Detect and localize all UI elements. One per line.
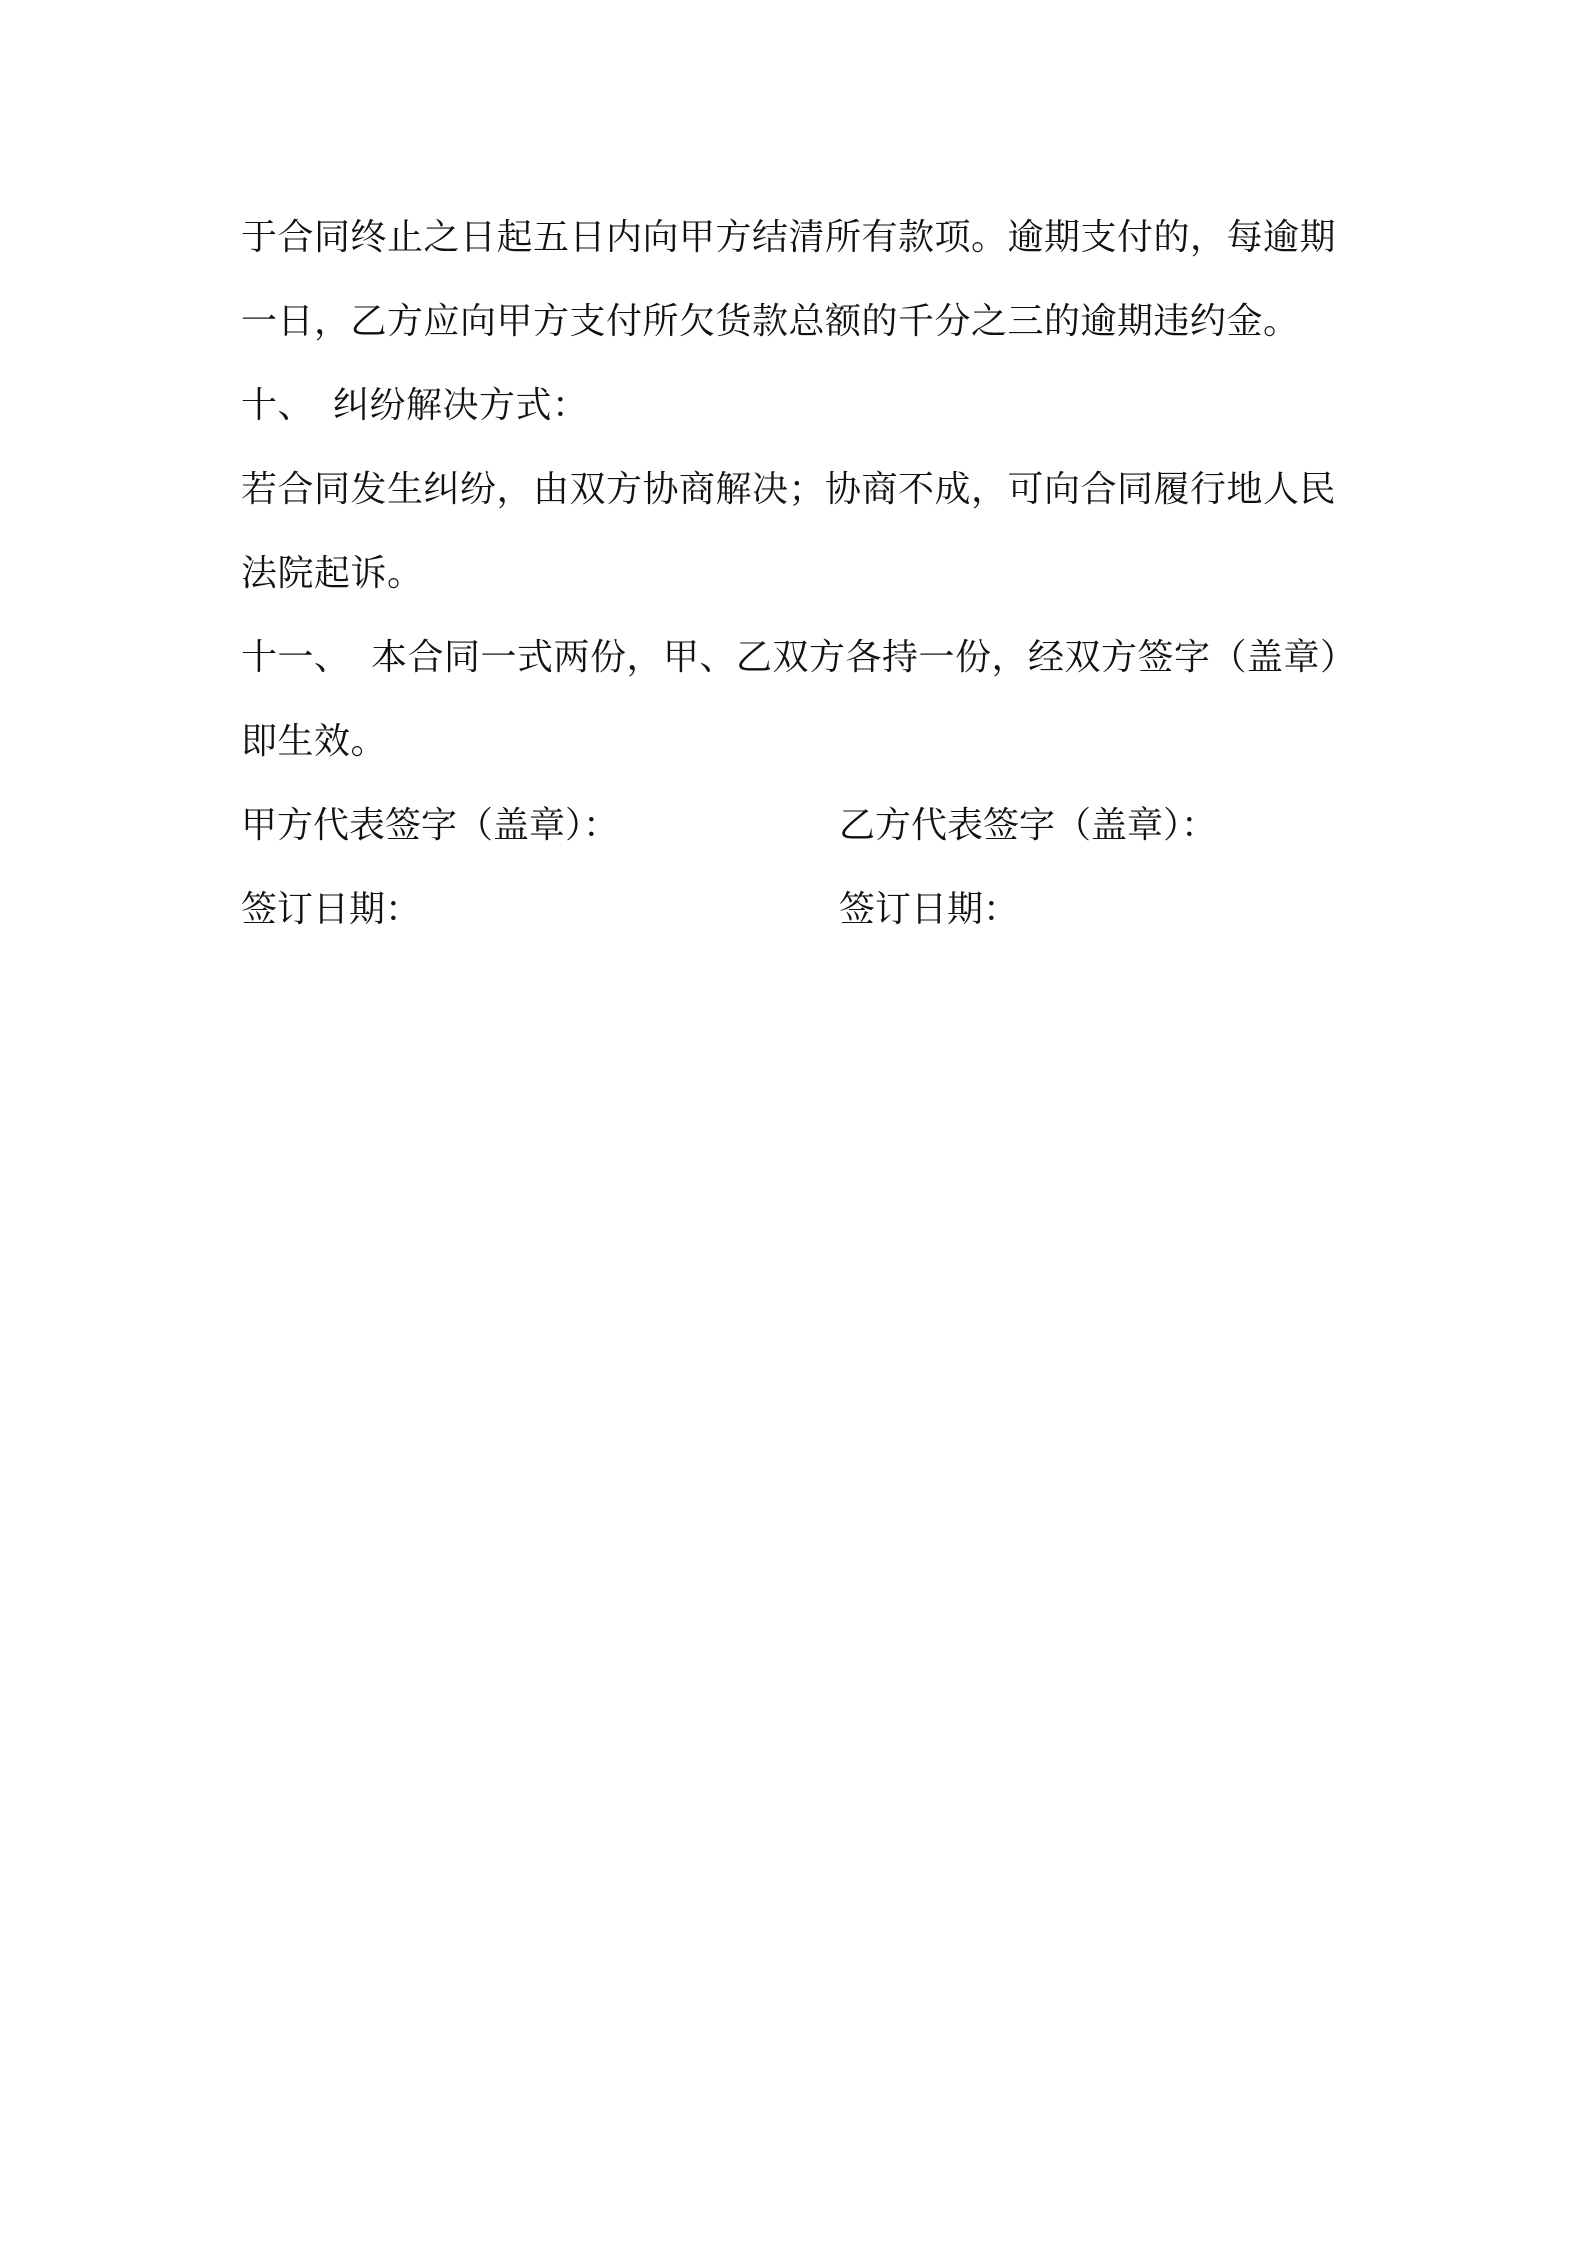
party-b-signature-label: 乙方代表签字（盖章）： (839, 805, 1218, 846)
section-title: 纠纷解决方式： (333, 385, 589, 426)
section-number: 十一、 (241, 637, 351, 678)
paragraph-line: 一日，乙方应向甲方支付所欠货款总额的千分之三的逾期违约金。 (241, 301, 1300, 342)
paragraph-line: 于合同终止之日起五日内向甲方结清所有款项。逾期支付的，每逾期 (241, 217, 1337, 258)
section-heading (241, 364, 1361, 448)
section-body: 本合同一式两份，甲、乙双方各持一份，经双方签字（盖章） (371, 637, 1357, 678)
paragraph-line: 法院起诉。 (241, 553, 424, 594)
section-heading (241, 616, 1361, 700)
document-content (241, 196, 1361, 952)
party-a-signature-label: 甲方代表签字（盖章）： (241, 805, 620, 846)
party-b-date-label: 签订日期： (839, 889, 1020, 930)
section-number: 十、 (241, 385, 315, 426)
signature-row (241, 784, 1361, 868)
paragraph-line: 若合同发生纠纷，由双方协商解决；协商不成，可向合同履行地人民 (241, 469, 1337, 510)
paragraph-line: 即生效。 (241, 721, 388, 762)
signing-date-row (241, 868, 1361, 952)
party-a-date-label: 签订日期： (241, 889, 422, 930)
